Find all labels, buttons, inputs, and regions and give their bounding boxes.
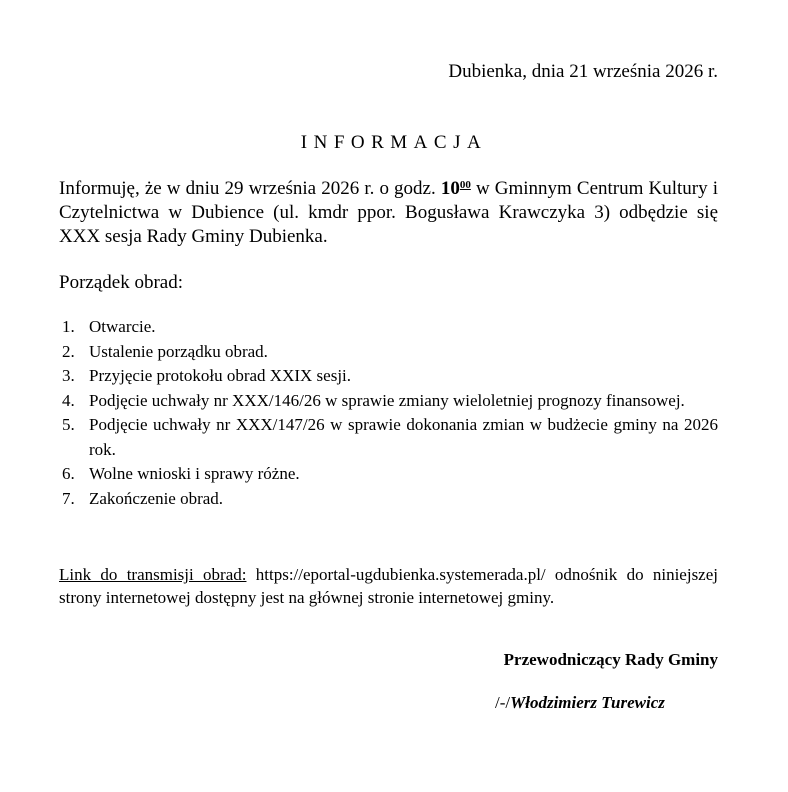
- agenda-item: [59, 389, 718, 414]
- agenda-title: Porządek obrad:: [59, 272, 183, 293]
- agenda-item: [59, 413, 718, 462]
- intro-paragraph: [59, 177, 718, 249]
- signature-block: [495, 693, 665, 713]
- agenda-item-text: Wolne wnioski i sprawy różne.: [89, 464, 300, 483]
- agenda-item-number: 3.: [62, 366, 75, 385]
- agenda-item-text: Przyjęcie protokołu obrad XXIX sesji.: [89, 366, 352, 385]
- agenda-item: [59, 487, 718, 512]
- agenda-item: [59, 340, 718, 365]
- transmission-url[interactable]: https://eportal-ugdubienka.systemerada.pl/: [255, 565, 546, 584]
- agenda-item-text: Zakończenie obrad.: [89, 488, 224, 508]
- agenda-item-text: Otwarcie.: [89, 317, 156, 336]
- signature-prefix: /-/: [495, 693, 511, 712]
- agenda-item: [59, 315, 718, 340]
- transmission-link-label: Link do transmisji obrad:: [59, 565, 247, 584]
- agenda-item-number: 5.: [62, 415, 75, 434]
- meeting-time: [441, 178, 471, 199]
- agenda-item: [59, 462, 718, 487]
- document-heading: INFORMACJA: [300, 132, 488, 153]
- agenda-item-text: Ustalenie porządku obrad.: [89, 341, 268, 361]
- signature-title: Przewodniczący Rady Gminy: [503, 650, 718, 669]
- signature-name: Włodzimierz Turewicz: [510, 693, 665, 712]
- transmission-description: odnośnik do niniejszej strony internetowej dostępny jest na głównej stronie internetowej gminy.: [59, 565, 719, 607]
- agenda-item-number: 7.: [62, 488, 75, 508]
- agenda-item-text: Podjęcie uchwały nr XXX/147/26 w sprawie dokonania zmian w budżecie gminy na 2026 rok.: [89, 415, 718, 459]
- transmission-paragraph: [59, 563, 718, 609]
- agenda-item-text: Podjęcie uchwały nr XXX/146/26 w sprawie zmiany wieloletniej prognozy finansowej.: [89, 390, 685, 410]
- agenda-item-number: 2.: [62, 341, 75, 361]
- date-line: Dubienka, dnia 21 września 2026 r.: [448, 61, 718, 82]
- intro-text-start: Informuję, że w dniu 29 września 2026 r. o godz.: [59, 178, 441, 199]
- agenda-item: [59, 364, 718, 389]
- agenda-item-number: 4.: [62, 390, 75, 410]
- agenda-list: [59, 315, 718, 511]
- intro-text-end: w Gminnym Centrum Kultury i Czytelnictwa w Dubience (ul. kmdr ppor. Bogusława Krawczyka 3) odbędzie się XXX sesja Rady Gminy Dubienka.: [59, 178, 719, 247]
- agenda-item-number: 1.: [62, 317, 75, 336]
- meeting-hour: 10: [440, 178, 460, 199]
- agenda-item-number: 6.: [62, 464, 75, 483]
- meeting-minutes: 00: [459, 179, 471, 191]
